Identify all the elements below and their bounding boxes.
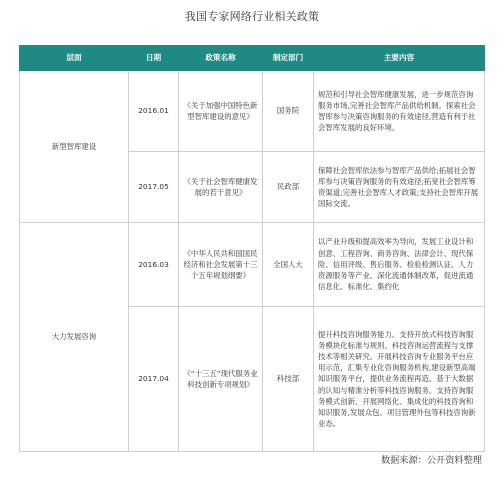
column-header-date: 日期 <box>129 46 179 71</box>
policy-table <box>19 45 485 452</box>
date-cell: 2016.03 <box>129 223 179 307</box>
header-row <box>20 46 485 71</box>
content-cell: 以产业升级和提高效率为导向，发展工业设计和创意、工程咨询、商务咨询、法律会计、现代保险、信用评级、售后服务、检验检测认证、人力资源服务等产业。深化流通体制改革，促进流通信息化、标准化、集约化 <box>314 223 485 307</box>
column-header-level: 层面 <box>20 46 129 71</box>
content-cell: 保障社会智库依法参与智库产品供给;拓展社会智库参与决策咨询服务的有效途径;拓宽社会智库筹资渠道;完善社会智库人才政策;支持社会智库开展国际交流。 <box>314 152 485 223</box>
policy-name-cell: 《关于社会智库健康发展的若干意见》 <box>179 152 263 223</box>
content-cell: 规范和引导社会智库健康发展，进一步规范咨询服务市场,完善社会智库产品供给机制。探索社会智库参与决策咨询服务的有效途径,营造有利于社会智库发展的良好环境。 <box>314 71 485 152</box>
department-cell: 国务院 <box>263 71 314 152</box>
department-cell: 全国人大 <box>263 223 314 307</box>
date-cell: 2016.01 <box>129 71 179 152</box>
data-source-note: 数据来源：公开资料整理 <box>380 455 482 466</box>
date-cell: 2017.04 <box>129 307 179 452</box>
policy-name-cell: 《“十三五”现代服务业科技创新专项规划》 <box>179 307 263 452</box>
page-title: 我国专家网络行业相关政策 <box>184 10 320 23</box>
policy-name-cell: 《中华人民共和国国民经济和社会发展第十三个五年规划纲要》 <box>179 223 263 307</box>
level-cell: 新型智库建设 <box>20 71 129 223</box>
column-header-department: 制定部门 <box>263 46 314 71</box>
department-cell: 科技部 <box>263 307 314 452</box>
table-row <box>20 223 485 307</box>
level-cell: 大力发展咨询 <box>20 223 129 452</box>
department-cell: 民政部 <box>263 152 314 223</box>
content-cell: 提升科技咨询服务能力。支持开放式科技咨询服务模块化标准与规则、科技咨询运营流程与支撑技术等相关研究。开展科技咨询专业服务平台应用示范，汇集专业化咨询服务机构,建设新型高端知识服务平台，提供业务流程再造、基于大数据的认知与精准分析等科技咨询服务。支持咨询服务模式创新、开展网络化、集成化的科技咨询和知识服务,发展众包、项目管理外包等科技咨询新业态。 <box>314 307 485 452</box>
table-row <box>20 71 485 152</box>
column-header-policy-name: 政策名称 <box>179 46 263 71</box>
policy-name-cell: 《关于加强中国特色新型智库建设的意见》 <box>179 71 263 152</box>
column-header-content: 主要内容 <box>314 46 485 71</box>
date-cell: 2017.05 <box>129 152 179 223</box>
